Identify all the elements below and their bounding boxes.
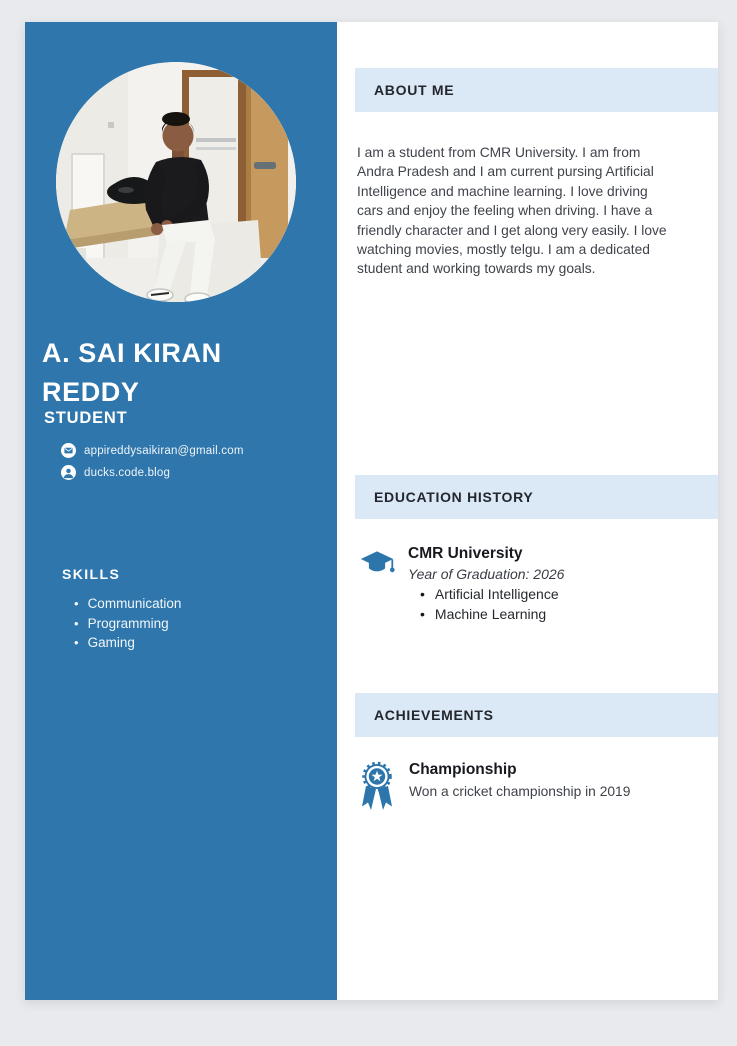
contact-list [61,443,244,480]
skill-item: • Programming [74,614,181,634]
profile-photo-illustration [56,62,296,302]
profile-icon [61,465,76,480]
about-body: I am a student from CMR University. I am from Andra Pradesh and I am current pursing Artificial Intelligence and machine learning. I love driving cars and enjoy the feeling when driving. I have a friendly character and I get along very easily. I love watching movies, mostly telgu. I am a dedicated student and working towards my goals. [357,145,667,277]
email-icon [61,443,76,458]
achievement-entry [359,760,630,814]
education-subject-list [420,584,564,624]
contact-email[interactable] [61,443,244,458]
resume-page [25,22,718,1000]
person-name-line2: REDDY [42,377,140,407]
education-entry [359,544,564,624]
contact-email-text: appireddysaikiran@gmail.com [84,444,244,457]
skills-list [74,594,181,653]
education-school: CMR University [408,545,523,562]
person-name-line1: A. SAI KIRAN [42,338,222,368]
about-section-header [355,68,718,112]
skills-heading: SKILLS [62,566,121,582]
graduation-cap-icon [359,550,395,578]
person-role: STUDENT [44,409,128,427]
sidebar [25,22,337,1000]
person-name [42,334,222,412]
contact-website-text: ducks.code.blog [84,466,171,479]
education-subject: • Artificial Intelligence [420,584,564,604]
education-heading: EDUCATION HISTORY [374,489,534,505]
achievement-description: Won a cricket championship in 2019 [409,784,631,799]
contact-website[interactable] [61,465,244,480]
achievement-title: Championship [409,761,517,778]
skill-item: • Gaming [74,633,181,653]
skill-item: • Communication [74,594,181,614]
education-entry-text [408,544,564,624]
achievement-entry-text [409,760,630,802]
achievements-heading: ACHIEVEMENTS [374,707,494,723]
achievements-section-header [355,693,718,737]
profile-photo [56,62,296,302]
education-graduation: Year of Graduation: 2026 [408,566,565,582]
about-heading: ABOUT ME [374,82,455,98]
education-section-header [355,475,718,519]
education-subject: • Machine Learning [420,604,564,624]
award-ribbon-icon [359,760,395,814]
